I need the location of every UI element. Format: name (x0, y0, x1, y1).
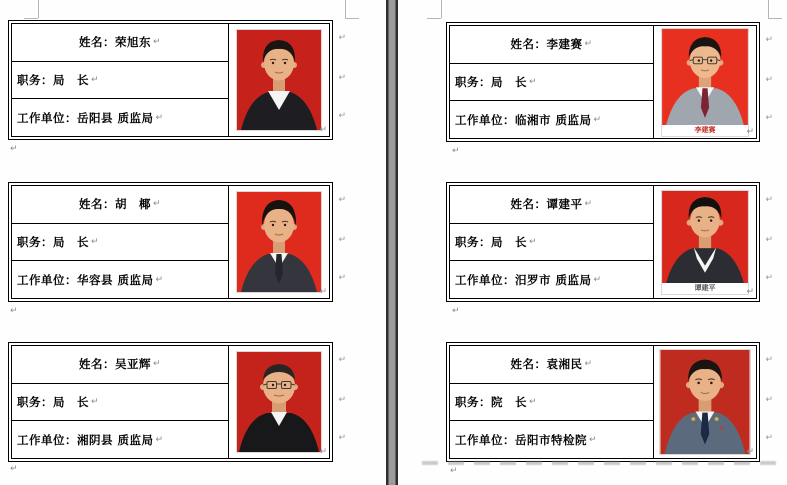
personnel-card[interactable] (8, 20, 346, 140)
paragraph-mark-icon: ↵ (452, 306, 460, 316)
row-end-mark-icon: ↵ (338, 355, 346, 365)
name-value: 吴亚辉 (114, 357, 151, 372)
personnel-card[interactable] (8, 182, 346, 302)
title-row[interactable] (12, 62, 228, 100)
paragraph-mark-icon: ↵ (529, 237, 538, 247)
name-label: 姓名： (78, 35, 115, 50)
unit-label: 工作单位： (17, 432, 77, 447)
personnel-card[interactable] (446, 182, 773, 302)
name-label: 姓名： (78, 357, 115, 372)
title-label: 职务： (17, 73, 53, 87)
paragraph-mark-icon: ↵ (10, 144, 18, 154)
row-end-mark-icon: ↵ (338, 395, 346, 405)
row-end-mark-icon: ↵ (765, 113, 773, 123)
unit-value: 岳阳县 质监局 (77, 110, 154, 125)
title-label: 职务： (455, 235, 491, 249)
row-end-mark-icon: ↵ (765, 395, 773, 405)
row-end-mark-icon: ↵ (765, 195, 773, 205)
paragraph-mark-icon: ↵ (746, 127, 754, 137)
card-table (11, 345, 330, 459)
margin-crop-mark (345, 0, 346, 18)
paragraph-mark-icon: ↵ (319, 287, 327, 297)
personnel-card[interactable] (8, 342, 346, 462)
portrait-illustration (662, 29, 748, 125)
row-end-mark-icon: ↵ (338, 111, 346, 121)
row-end-mark-icon: ↵ (338, 195, 346, 205)
margin-crop-mark (768, 18, 782, 19)
title-row[interactable] (450, 384, 653, 422)
unit-value: 华容县 质监局 (77, 272, 154, 287)
unit-label: 工作单位： (17, 272, 77, 287)
name-row[interactable] (450, 186, 653, 224)
paragraph-mark-icon: ↵ (584, 199, 593, 210)
name-label: 姓名： (510, 357, 547, 372)
unit-value: 汨罗市 质监局 (515, 272, 592, 287)
photo-caption: 谭建平 (662, 283, 748, 294)
row-end-mark-icon: ↵ (338, 273, 346, 283)
name-row[interactable] (450, 26, 653, 64)
paragraph-mark-icon: ↵ (10, 306, 18, 316)
photo-cell (228, 24, 329, 136)
paragraph-mark-icon: ↵ (452, 146, 460, 156)
page-divider (386, 0, 398, 485)
portrait-illustration (237, 30, 321, 130)
name-label: 姓名： (78, 197, 115, 212)
row-end-mark-icon: ↵ (765, 35, 773, 45)
paragraph-mark-icon: ↵ (152, 37, 162, 48)
title-label: 职务： (17, 235, 53, 249)
margin-crop-mark (345, 18, 359, 19)
card-table (449, 185, 757, 299)
paragraph-mark-icon: ↵ (155, 112, 164, 123)
unit-row[interactable] (12, 99, 228, 136)
unit-row[interactable] (450, 261, 653, 298)
paragraph-mark-icon: ↵ (319, 125, 327, 135)
paragraph-mark-icon: ↵ (593, 114, 602, 125)
portrait-photo (237, 352, 321, 452)
unit-value: 临湘市 质监局 (515, 112, 592, 127)
paragraph-mark-icon: ↵ (584, 359, 593, 370)
portrait-photo (662, 29, 748, 136)
row-end-mark-icon: ↵ (765, 75, 773, 85)
portrait-photo (237, 192, 321, 292)
margin-crop-mark (38, 0, 39, 18)
portrait-illustration (662, 191, 748, 283)
margin-crop-mark (441, 0, 442, 18)
paragraph-mark-icon: ↵ (152, 199, 162, 210)
title-value: 局 长 (53, 235, 89, 249)
paragraph-mark-icon: ↵ (91, 75, 100, 85)
paragraph-mark-icon: ↵ (155, 434, 164, 445)
title-row[interactable] (12, 224, 228, 262)
paragraph-mark-icon: ↵ (319, 447, 327, 457)
name-row[interactable] (12, 186, 228, 224)
title-row[interactable] (12, 384, 228, 422)
paragraph-mark-icon: ↵ (529, 77, 538, 87)
card-table (11, 185, 330, 299)
portrait-photo (237, 30, 321, 130)
title-value: 局 长 (491, 75, 527, 89)
row-end-mark-icon: ↵ (765, 355, 773, 365)
unit-label: 工作单位： (17, 110, 77, 125)
faded-text-artifact (422, 461, 784, 465)
unit-label: 工作单位： (455, 432, 515, 447)
paragraph-mark-icon: ↵ (10, 464, 18, 474)
title-label: 职务： (455, 75, 491, 89)
name-value: 荣旭东 (114, 35, 151, 50)
paragraph-mark-icon: ↵ (746, 447, 754, 457)
title-value: 院 长 (491, 395, 527, 409)
paragraph-mark-icon: ↵ (152, 359, 162, 370)
row-end-mark-icon: ↵ (338, 235, 346, 245)
card-table (449, 25, 757, 139)
portrait-illustration (237, 192, 321, 292)
title-row[interactable] (450, 64, 653, 102)
name-value: 李建赛 (546, 37, 583, 52)
card-table (449, 345, 757, 459)
unit-label: 工作单位： (455, 272, 515, 287)
paragraph-mark-icon: ↵ (589, 434, 598, 445)
paragraph-mark-icon: ↵ (91, 237, 100, 247)
row-end-mark-icon: ↵ (765, 433, 773, 443)
paragraph-mark-icon: ↵ (529, 397, 538, 407)
photo-cell (653, 26, 756, 138)
row-end-mark-icon: ↵ (765, 235, 773, 245)
unit-value: 湘阴县 质监局 (77, 432, 154, 447)
photo-cell (653, 186, 756, 298)
portrait-photo (662, 191, 748, 294)
name-label: 姓名： (510, 197, 547, 212)
name-value: 胡 椰 (114, 197, 151, 212)
paragraph-mark-icon: ↵ (91, 397, 100, 407)
title-value: 局 长 (53, 73, 89, 87)
margin-crop-mark (768, 0, 769, 18)
paragraph-mark-icon: ↵ (155, 274, 164, 285)
photo-cell (228, 186, 329, 298)
unit-row[interactable] (450, 101, 653, 138)
photo-cell (653, 346, 756, 458)
title-value: 局 长 (491, 235, 527, 249)
title-label: 职务： (455, 395, 491, 409)
portrait-illustration (660, 350, 750, 454)
photo-cell (228, 346, 329, 458)
margin-crop-mark (24, 18, 38, 19)
unit-label: 工作单位： (455, 112, 515, 127)
card-table (11, 23, 330, 137)
document-page-right[interactable] (398, 0, 787, 485)
name-value: 袁湘民 (546, 357, 583, 372)
name-label: 姓名： (510, 37, 547, 52)
unit-value: 岳阳市特检院 (515, 432, 587, 447)
row-end-mark-icon: ↵ (338, 33, 346, 43)
title-label: 职务： (17, 395, 53, 409)
photo-caption: 李建赛 (662, 125, 748, 136)
unit-row[interactable] (450, 421, 653, 458)
row-end-mark-icon: ↵ (338, 433, 346, 443)
paragraph-mark-icon: ↵ (450, 466, 458, 476)
document-page-left[interactable] (0, 0, 386, 485)
title-row[interactable] (450, 224, 653, 262)
name-row[interactable] (12, 24, 228, 62)
name-row[interactable] (450, 346, 653, 384)
personnel-card[interactable] (446, 22, 773, 142)
portrait-photo (660, 350, 750, 454)
name-row[interactable] (12, 346, 228, 384)
row-end-mark-icon: ↵ (338, 73, 346, 83)
paragraph-mark-icon: ↵ (746, 287, 754, 297)
row-end-mark-icon: ↵ (765, 273, 773, 283)
paragraph-mark-icon: ↵ (584, 39, 593, 50)
title-value: 局 长 (53, 395, 89, 409)
margin-crop-mark (427, 18, 441, 19)
personnel-card[interactable] (446, 342, 773, 462)
unit-row[interactable] (12, 421, 228, 458)
portrait-illustration (237, 352, 321, 452)
unit-row[interactable] (12, 261, 228, 298)
paragraph-mark-icon: ↵ (593, 274, 602, 285)
name-value: 谭建平 (546, 197, 583, 212)
